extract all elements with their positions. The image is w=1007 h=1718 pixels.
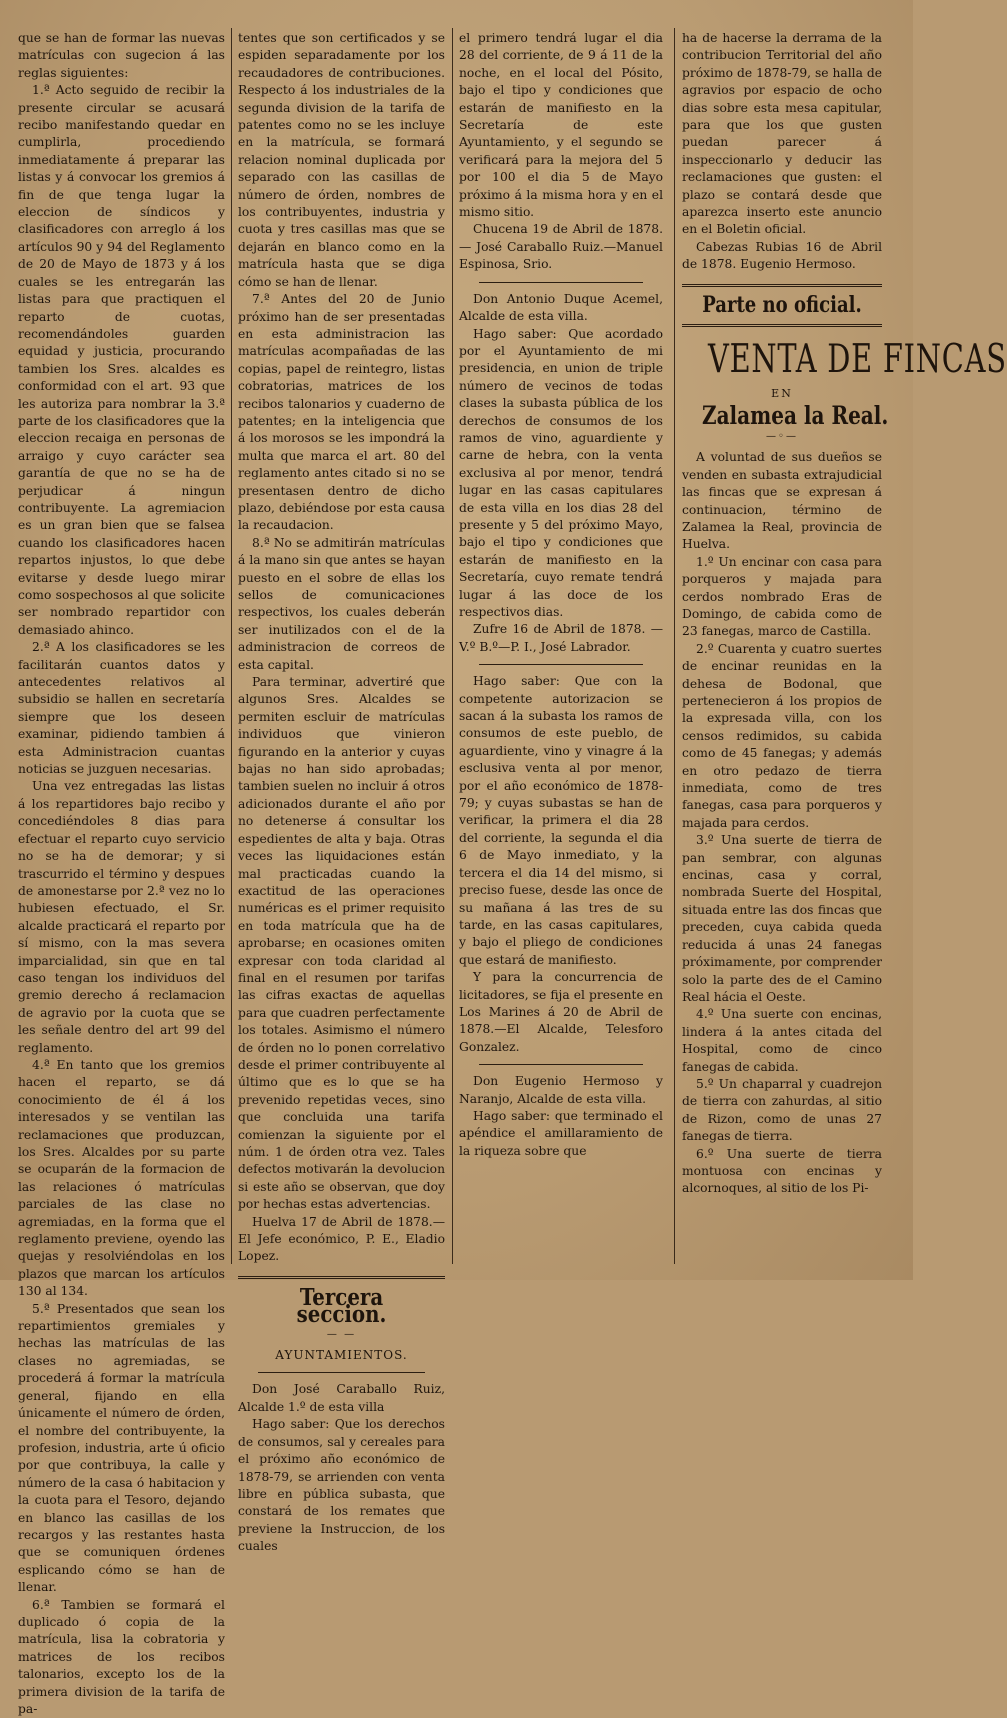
column-4	[682, 30, 1007, 1260]
paragraph: Para terminar, advertiré que algunos Sres. Alcaldes se permiten escluir de matrículas individuos que vinieron figurando en la anterior y cuyas bajas no han sido aprobadas; tambien suelen no incluir á otros adicionados durante el año por no detenerse á consultar los espedientes de alta y baja. Otras veces las liquidaciones están mal practicadas cuando la exactitud de las operaciones numéricas es el primer requisito en toda matrícula que ha de aprobarse; en ocasiones omiten expresar con toda claridad al final en el resumen por tarifas las cifras exactas de aquellas para que cuadren perfectamente los totales. Asimismo el número de órden no lo ponen correlativo desde el primer contribuyente al último que es lo que se ha prevenido repetidas veces, sino que concluida una tarifa comienzan la siguiente por el núm. 1 de órden otra vez. Tales defectos motivarán la devolucion si este año se observan, que doy por hechas estas advertencias.	[238, 675, 445, 1212]
divider	[479, 1064, 643, 1065]
column-2	[238, 30, 445, 1554]
section-divider	[682, 284, 882, 287]
ornament: — —	[326, 1328, 357, 1340]
paragraph: ha de hacerse la derrama de la contribucion Territorial del año próximo de 1878-79, se halla de agravios por espacio de ocho dias sobre esta mesa capitular, para que los que gusten puedan parecer á inspeccionarlo y deducir las reclamaciones que gusten: el plazo se contará desde que aparezca inserto este anuncio en el Boletin oficial.	[682, 31, 882, 237]
paragraph: 8.ª No se admitirán matrículas á la mano sin que antes se hayan puesto en el sobre de ellas los sellos de comunicaciones respectivos, los cuales deberán ser inutilizados con el de la administracion de correos de esta capital.	[238, 535, 445, 672]
column-3	[459, 30, 663, 1260]
divider	[258, 1372, 425, 1373]
signature-line: Cabezas Rubias 16 de Abril de 1878. Eugenio Hermoso.	[682, 239, 882, 272]
paragraph: Y para la concurrencia de licitadores, se fija el presente en Los Marines á 20 de Abril de 1878.—El Alcalde, Telesforo Gonzalez.	[459, 970, 663, 1054]
section-heading: Parte no oficial.	[702, 291, 862, 318]
section-divider	[682, 324, 882, 327]
paragraph: el primero tendrá lugar el dia 28 del corriente, de 9 á 11 de la noche, en el local del Pósito, bajo el tipo y condiciones que estarán de manifiesto en la Secretaría de este Ayuntamiento, y el segundo se verificará para la mejora del 5 por 100 el dia 5 de Mayo próximo á la misma hora y en el mismo sitio.	[459, 31, 663, 220]
section-divider	[238, 1276, 445, 1279]
section-heading: Tercera seccion.	[296, 1283, 387, 1329]
list-item: 1.º Un encinar con casa para porqueros y majada para cerdos nombrado Eras de Domingo, de cabida como de 23 fanegas, marco de Castilla.	[682, 554, 882, 639]
advert-place: Zalamea la Real.	[702, 400, 889, 430]
signature-line: Chucena 19 de Abril de 1878.— José Caraballo Ruiz.—Manuel Espinosa, Srio.	[459, 222, 663, 272]
paragraph: Hago saber: Que los derechos de consumos, sal y cereales para el próximo año económico de 1878-79, se arrienden con venta libre en pública subasta, que constará de los remates que previene la Instruccion, de los cuales	[238, 1417, 445, 1554]
subsection-heading: AYUNTAMIENTOS.	[275, 1348, 408, 1363]
notice-header: Don Antonio Duque Acemel, Alcalde de esta villa.	[459, 291, 663, 324]
paragraph: 1.ª Acto seguido de recibir la presente circular se acusará recibo manifestando quedar en cumplirla, procediendo inmediatamente á preparar las listas y á convocar los gremios á fin de que tenga lugar la eleccion de síndicos y clasificadores con arreglo á los artículos 90 y 94 del Reglamento de 20 de Mayo de 1873 y á los cuales se les entregarán las listas para que practiquen el reparto de cuotas, recomendándoles guarden equidad y justicia, procurando tambien los Sres. alcaldes es conformidad con el art. 93 que les autoriza para nombrar la 3.ª parte de los clasificadores que la eleccion recaiga en personas de arraigo y cuyo carácter sea garantía de que no se ha de perjudicar á ningun contribuyente. La agremiacion es un gran bien que se falsea cuando los clasificadores hacen repartos injustos, lo que debe evitarse y desde luego mirar como sospechosos al que solicite ser nombrado repartidor con demasiado ahinco.	[18, 83, 225, 637]
list-item: 3.º Una suerte de tierra de pan sembrar, con algunas encinas, casa y corral, nombrada Suerte del Hospital, situada entre las dos fincas que preceden, cuya cabida queda reducida á unas 24 fanegas próximamente, por comprender solo la parte des de el Camino Real hácia el Oeste.	[682, 833, 882, 1004]
signature-line: Huelva 17 de Abril de 1878.— El Jefe económico, P. E., Eladio Lopez.	[238, 1214, 445, 1264]
column-rule	[231, 28, 232, 1264]
paragraph: 5.ª Presentados que sean los repartimientos gremiales y hechas las matrículas de las clases no agremiadas, se procederá á formar la matrícula general, fijando en ella únicamente el número de órden, el nombre del contribuyente, la profesion, industria, arte ú oficio por que contribuya, la calle y número de la casa ó habitacion y la cuota para el Tesoro, dejando en blanco las casillas de los recargos y las restantes hasta que se comuniquen órdenes esplicando cómo se han de llenar.	[18, 1301, 225, 1595]
advert-heading: VENTA DE FINCAS	[708, 337, 1007, 383]
list-item: 5.º Un chaparral y cuadrejon de tierra con zahurdas, al sitio de Rizon, como de unas 27 fanegas de tierra.	[682, 1076, 882, 1144]
paragraph: 2.ª A los clasificadores se les facilitarán cuantos datos y antecedentes relativos al subsidio se hallen en secretaría siempre que los deseen examinar, pidiendo tambien á esta Administracion cuantas noticias se juzguen necesarias.	[18, 640, 225, 777]
divider	[479, 664, 643, 665]
notice-header: Don José Caraballo Ruiz, Alcalde 1.º de esta villa	[238, 1382, 445, 1414]
column-1	[18, 30, 225, 1716]
paragraph: A voluntad de sus dueños se venden en subasta extrajudicial las fincas que se expresan á continuacion, término de Zalamea la Real, provincia de Huelva.	[682, 450, 882, 552]
paragraph: 7.ª Antes del 20 de Junio próximo han de ser presentadas en esta administracion las matrículas acompañadas de las copias, papel de reintegro, listas cobratorias, matrices de los recibos talonarios y cuaderno de patentes; en la inteligencia que á los morosos se les impondrá la multa que marca el art. 80 del reglamento antes citado si no se presentasen dentro de dicho plazo, debiéndose por esta causa la recaudacion.	[238, 292, 445, 533]
list-item: 6.º Una suerte de tierra montuosa con encinas y alcornoques, al sitio de los Pi-	[682, 1146, 882, 1196]
advert-subheading: EN	[771, 387, 793, 401]
column-rule	[452, 28, 453, 1264]
list-item: 4.º Una suerte con encinas, lindera á la antes citada del Hospital, como de cinco fanegas de cabida.	[682, 1007, 882, 1074]
paragraph: 6.ª Tambien se formará el duplicado ó copia de la matrícula, lisa la cobratoria y matrices de los recibos talonarios, excepto los de la primera division de la tarifa de pa-	[18, 1597, 225, 1716]
paragraph: 4.ª En tanto que los gremios hacen el reparto, se dá conocimiento de él á los interesados y se ventilan las reclamaciones que produzcan, los Sres. Alcaldes por su parte se ocuparán de la formacion de las relaciones ó matrículas parciales de las clase no agremiadas, en la forma que el reglamento previene, oyendo las quejas y resolviéndolas en los plazos que marcan los artículos 130 al 134.	[18, 1057, 225, 1299]
ornament: —◦—	[766, 430, 798, 442]
paragraph: Hago saber: que terminado el apéndice el amillaramiento de la riqueza sobre que	[459, 1108, 663, 1158]
paragraph: Una vez entregadas las listas á los repartidores bajo recibo y concediéndoles 8 dias para efectuar el reparto cuyo servicio no se ha de demorar; y si trascurrido el término y despues de amonestarse por 2.ª vez no lo hubiesen efectuado, el Sr. alcalde practicará el reparto por sí mismo, con la mas severa imparcialidad, sin que en tal caso tengan los individuos del gremio derecho á reclamacion de agravio por la cuota que se les señale dentro del art 99 del reglamento.	[18, 779, 225, 1055]
paragraph: tentes que son certificados y se espiden separadamente por los recaudadores de contribuciones. Respecto á los industriales de la segunda division de la tarifa de patentes como no se les incluye en la matrícula, se formará relacion nominal duplicada por separado con las casillas de número de órden, nombres de los contribuyentes, industria y cuota y tres casillas mas que se dejarán en blanco como en la matrícula hasta que se diga cómo se han de llenar.	[238, 31, 445, 289]
divider	[479, 282, 643, 283]
paragraph: Hago saber: Que con la competente autorizacion se sacan á la subasta los ramos de consumos de este pueblo, de aguardiente, vino y vinagre á la esclusiva venta al por menor, por el año económico de 1878-79; y cuyas subastas se han de verificar, la primera el dia 28 del corriente, la segunda el dia 6 de Mayo inmediato, y la tercera el dia 14 del mismo, si preciso fuese, desde las once de su mañana á las tres de su tarde, en las casas capitulares, y bajo el pliego de condiciones que estará de manifiesto.	[459, 674, 663, 967]
column-rule	[674, 28, 675, 1264]
paragraph: Hago saber: Que acordado por el Ayuntamiento de mi presidencia, en union de triple número de vecinos de todas clases la subasta pública de los derechos de consumos de los ramos de vino, aguardiente y carne de hebra, con la venta exclusiva al por menor, tendrá lugar en las casas capitulares de esta villa en los dias 28 del presente y 5 del próximo Mayo, bajo el tipo y condiciones que estarán de manifiesto en la Secretaría, cuyo remate tendrá lugar á las doce de los respectivos dias.	[459, 326, 663, 619]
list-item: 2.º Cuarenta y cuatro suertes de encinar reunidas en la dehesa de Bodonal, que pertenecieron á los propios de la expresada villa, con los censos redimidos, su cabida como de 45 fanegas; y además en otro pedazo de tierra inmediata, como de tres fanegas, casa para porqueros y majada para cerdos.	[682, 641, 882, 830]
notice-header: Don Eugenio Hermoso y Naranjo, Alcalde de esta villa.	[459, 1074, 663, 1106]
paragraph: que se han de formar las nuevas matrículas con sugecion á las reglas siguientes:	[18, 31, 225, 80]
signature-line: Zufre 16 de Abril de 1878. —V.º B.º—P. I., José Labrador.	[459, 622, 663, 654]
